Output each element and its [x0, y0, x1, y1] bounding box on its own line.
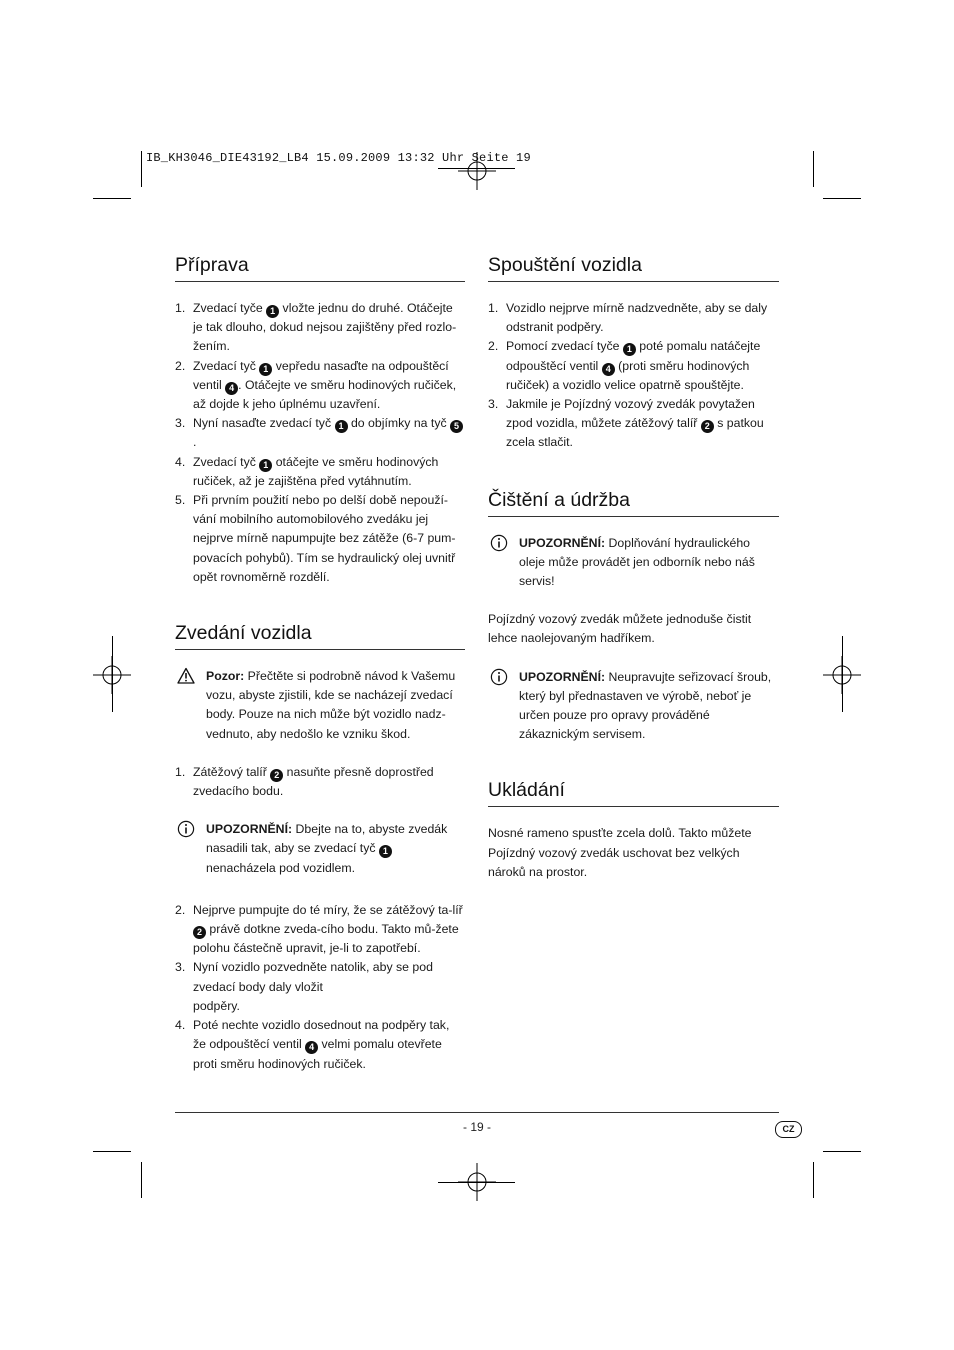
list-item: 3. Nyní nasaďte zvedací tyč 1 do objímky na tyč 5. [175, 414, 465, 452]
info-icon [490, 668, 508, 686]
part-number-badge: 4 [602, 363, 615, 376]
info-note: UPOZORNĚNÍ: Neupravujte seřizovací šroub, který byl přednastaven ve výrobě, neboť je určen pouze pro opravy prováděné zákaznickým servisem. [488, 668, 779, 745]
part-number-badge: 1 [335, 420, 348, 433]
part-number-badge: 2 [701, 420, 714, 433]
warning-note: Pozor: Přečtěte si podrobně návod k Vašemu vozu, abyste zjistili, kde se nacházejí zvedací body. Pouze na nich může být vozidlo nadz-vednuto, aby nedošlo ke vzniku škod. [175, 667, 465, 744]
list-item: 2. Zvedací tyč 1 vepředu nasaďte na odpouštěcí ventil 4 . Otáčejte ve směru hodinových ručiček, až dojde k jeho úplnému uzavření. [175, 358, 457, 412]
list-item: 1. Zvedací tyče 1 vložte jednu do druhé. Otáčejte je tak dlouho, dokud nejsou zajištěny před rozlo-žením. [175, 301, 457, 354]
zvedani-list-2 [175, 901, 465, 1074]
registration-mark-icon [458, 152, 496, 190]
crop-mark [141, 1162, 142, 1198]
spousteni-list [488, 299, 779, 453]
section-title-priprava: Příprava [175, 252, 465, 282]
info-icon [490, 534, 508, 552]
crop-mark [112, 636, 113, 712]
part-number-badge: 1 [259, 459, 272, 472]
list-item: 2. Pomocí zvedací tyče 1 poté pomalu natáčejte odpouštěcí ventil 4 (proti směru hodinových ručiček) a vozidlo velice opatrně spouštějte. [488, 339, 761, 392]
crop-mark [141, 151, 142, 187]
list-item: 5. Při prvním použití nebo po delší době nepouží-vání mobilního automobilového zvedáku jej nejprve mírně napumpujte bez zátěže (6-7 pum-povacích pohybů). Tím se hydraulický olej uvnitř opět rovnoměrně rozdělí. [175, 493, 456, 584]
crop-mark [813, 151, 814, 187]
section-title-cisteni: Čištění a údržba [488, 487, 779, 517]
footer-divider [175, 1112, 779, 1113]
crop-mark [93, 198, 131, 199]
info-icon [177, 820, 195, 838]
part-number-badge: 2 [193, 926, 206, 939]
section-title-ukladani: Ukládání [488, 777, 779, 807]
warning-label: Pozor: [206, 669, 245, 684]
crop-mark [93, 1151, 131, 1152]
part-number-badge: 5 [450, 420, 463, 433]
note-label: UPOZORNĚNÍ: [206, 822, 293, 837]
part-number-badge: 1 [623, 343, 636, 356]
zvedani-list-1 [175, 763, 465, 801]
paragraph: Nosné rameno spusťte zcela dolů. Takto můžete Pojízdný vozový zvedák uschovat bez velkých nároků na prostor. [488, 826, 752, 879]
list-item: 3. Jakmile je Pojízdný vozový zvedák povytažen zpod vozidla, můžete zátěžový talíř 2 s patkou zcela stlačit. [488, 397, 764, 450]
page-number: - 19 - [462, 1120, 491, 1134]
list-item: 2. Nejprve pumpujte do té míry, že se zátěžový ta-líř 2 právě dotkne zveda-cího bodu. Takto mů-žete polohu částečně upravit, je-li to zapotřebí. [175, 902, 463, 956]
list-item: 1. Zátěžový talíř 2 nasuňte přesně doprostřed zvedacího bodu. [175, 764, 434, 799]
part-number-badge: 1 [379, 845, 392, 858]
part-number-badge: 4 [225, 382, 238, 395]
crop-mark [438, 1182, 515, 1183]
crop-mark [823, 198, 861, 199]
part-number-badge: 2 [270, 769, 283, 782]
part-number-badge: 1 [266, 305, 279, 318]
crop-mark [823, 1151, 861, 1152]
left-column [175, 252, 465, 1074]
warning-triangle-icon [177, 667, 195, 685]
right-column [488, 252, 779, 882]
note-label: UPOZORNĚNÍ: [519, 535, 606, 550]
part-number-badge: 4 [305, 1041, 318, 1054]
print-slug: IB_KH3046_DIE43192_LB4 15.09.2009 13:32 Uhr Seite 19 [146, 151, 531, 165]
section-title-spousteni: Spouštění vozidla [488, 252, 779, 282]
section-title-zvedani: Zvedání vozidla [175, 620, 465, 650]
part-number-badge: 1 [259, 363, 272, 376]
list-item: 3. Nyní vozidlo pozvedněte natolik, aby se pod zvedací body daly vložit podpěry. [175, 960, 433, 1013]
crop-mark [842, 636, 843, 712]
paragraph: Pojízdný vozový zvedák můžete jednoduše čistit lehce naolejovaným hadříkem. [488, 612, 752, 646]
info-note: UPOZORNĚNÍ: Doplňování hydraulického oleje může provádět jen odborník nebo náš servis! [488, 534, 779, 592]
crop-mark [813, 1162, 814, 1198]
list-item: 4. Poté nechte vozidlo dosednout na podpěry tak, že odpouštěcí ventil 4 velmi pomalu otevřete proti směru hodinových ručiček. [175, 1018, 450, 1071]
info-note: UPOZORNĚNÍ: Dbejte na to, abyste zvedák nasadili tak, aby se zvedací tyč 1 nenacházela pod vozidlem. [175, 820, 465, 878]
note-label: UPOZORNĚNÍ: [519, 669, 606, 684]
list-item: 1. Vozidlo nejprve mírně nadzvedněte, aby se daly odstranit podpěry. [488, 301, 768, 335]
list-item: 4. Zvedací tyč 1 otáčejte ve směru hodinových ručiček, až je zajištěna před vytáhnutím. [175, 454, 439, 488]
priprava-list [175, 299, 465, 587]
language-badge: CZ [775, 1121, 802, 1138]
